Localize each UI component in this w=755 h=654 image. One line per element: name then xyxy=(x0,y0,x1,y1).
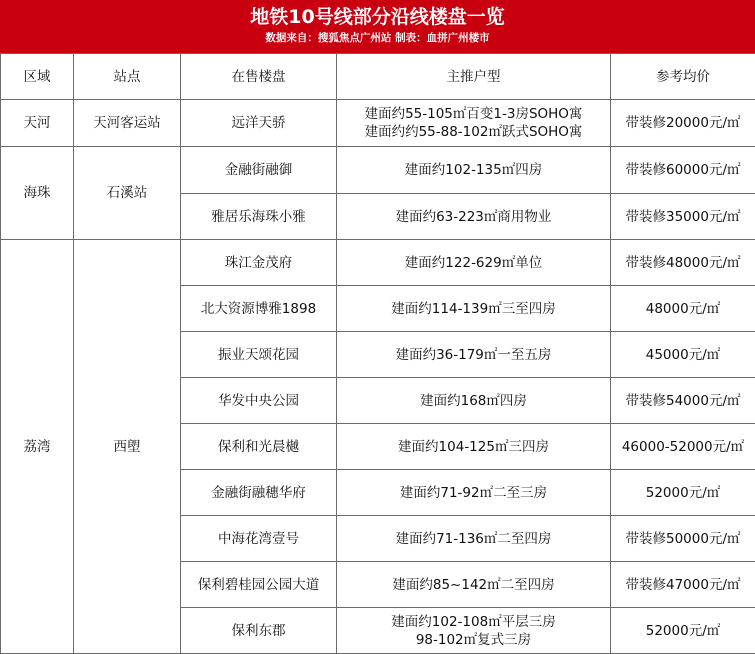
table-row xyxy=(1,240,755,286)
project-cell: 保利碧桂园公园大道 xyxy=(181,562,337,608)
project-cell: 北大资源博雅1898 xyxy=(181,286,337,332)
layout-line: 建面约114-139㎡三至四房 xyxy=(337,300,610,318)
price-cell: 45000元/㎡ xyxy=(611,332,755,378)
layout-line: 建面约104-125㎡三四房 xyxy=(337,438,610,456)
layout-cell xyxy=(337,332,611,378)
table-row xyxy=(1,147,755,194)
layout-line: 建面约102-135㎡四房 xyxy=(337,161,610,179)
table-header-banner xyxy=(0,0,755,53)
layout-cell xyxy=(337,608,611,654)
layout-cell xyxy=(337,286,611,332)
layout-line: 建面约63-223㎡商用物业 xyxy=(337,208,610,226)
project-cell: 远洋天骄 xyxy=(181,100,337,147)
layout-line: 建面约168㎡四房 xyxy=(337,392,610,410)
price-cell: 带装修47000元/㎡ xyxy=(611,562,755,608)
price-cell: 带装修50000元/㎡ xyxy=(611,516,755,562)
station-cell: 西塱 xyxy=(74,240,181,654)
station-cell: 石溪站 xyxy=(74,147,181,240)
layout-line: 建面约71-136㎡二至四房 xyxy=(337,530,610,548)
layout-cell xyxy=(337,100,611,147)
project-cell: 保利东郡 xyxy=(181,608,337,654)
table-body xyxy=(1,100,755,654)
column-header-layout: 主推户型 xyxy=(337,54,611,100)
price-cell: 48000元/㎡ xyxy=(611,286,755,332)
column-header-price: 参考均价 xyxy=(611,54,755,100)
layout-line: 建面约122-629㎡单位 xyxy=(337,254,610,272)
project-cell: 金融街融穗华府 xyxy=(181,470,337,516)
layout-cell xyxy=(337,424,611,470)
price-cell: 52000元/㎡ xyxy=(611,470,755,516)
layout-cell xyxy=(337,147,611,194)
project-cell: 雅居乐海珠小雅 xyxy=(181,194,337,240)
layout-line: 建面约55-105㎡百变1-3房SOHO寓 xyxy=(337,105,610,123)
price-cell: 带装修54000元/㎡ xyxy=(611,378,755,424)
layout-cell xyxy=(337,240,611,286)
layout-line: 建面约约55-88-102㎡跃式SOHO寓 xyxy=(337,123,610,141)
column-header-district: 区域 xyxy=(1,54,74,100)
district-cell: 荔湾 xyxy=(1,240,74,654)
price-cell: 46000-52000元/㎡ xyxy=(611,424,755,470)
layout-line: 建面约102-108㎡平层三房 xyxy=(337,613,610,631)
price-cell: 带装修20000元/㎡ xyxy=(611,100,755,147)
layout-cell xyxy=(337,378,611,424)
price-cell: 带装修35000元/㎡ xyxy=(611,194,755,240)
price-cell: 带装修60000元/㎡ xyxy=(611,147,755,194)
project-cell: 保利和光晨樾 xyxy=(181,424,337,470)
project-cell: 华发中央公园 xyxy=(181,378,337,424)
column-header-station: 站点 xyxy=(74,54,181,100)
layout-cell xyxy=(337,516,611,562)
station-cell: 天河客运站 xyxy=(74,100,181,147)
column-header-project: 在售楼盘 xyxy=(181,54,337,100)
listing-table xyxy=(0,53,755,654)
layout-line: 98-102㎡复式三房 xyxy=(337,631,610,649)
price-cell: 52000元/㎡ xyxy=(611,608,755,654)
table-row xyxy=(1,100,755,147)
layout-cell xyxy=(337,194,611,240)
layout-cell xyxy=(337,562,611,608)
table-title: 地铁10号线部分沿线楼盘一览 xyxy=(0,0,755,28)
column-header-row xyxy=(1,54,755,100)
listing-table-container xyxy=(0,53,755,653)
layout-line: 建面约85~142㎡二至四房 xyxy=(337,576,610,594)
project-cell: 金融街融御 xyxy=(181,147,337,194)
project-cell: 珠江金茂府 xyxy=(181,240,337,286)
layout-line: 建面约71-92㎡二至三房 xyxy=(337,484,610,502)
project-cell: 振业天颂花园 xyxy=(181,332,337,378)
district-cell: 天河 xyxy=(1,100,74,147)
district-cell: 海珠 xyxy=(1,147,74,240)
layout-cell xyxy=(337,470,611,516)
project-cell: 中海花湾壹号 xyxy=(181,516,337,562)
layout-line: 建面约36-179㎡一至五房 xyxy=(337,346,610,364)
price-cell: 带装修48000元/㎡ xyxy=(611,240,755,286)
table-source-note: 数据来自：搜狐焦点广州站 制表：血拼广州楼市 xyxy=(0,32,755,45)
